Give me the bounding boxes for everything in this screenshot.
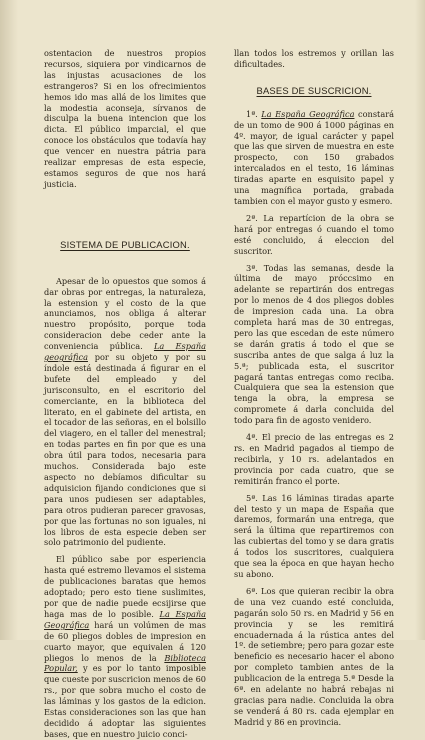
publicacion-paragraph-1 bbox=[44, 276, 206, 549]
series-title-emphasis: Biblioteca Popular, bbox=[44, 652, 206, 674]
text-run: y es por lo tanto imposible que cueste por suscricion menos de 60 rs., por que sobra mucho el costo de las láminas y los gastos de la edicion. Estas consideraciones son las que han decidido á adoptar las siguientes bases, que en nuestro juicio conci- bbox=[44, 663, 206, 739]
right-column bbox=[234, 48, 394, 728]
base-item-5: 5ª. Las 16 láminas tiradas aparte del testo y un mapa de España que daremos, formarán una entrega, que será la última que repartiremos con las cubiertas del tomo y se dara gratis á todos los suscritores, cualquiera que sea la época en que hayan hecho su abono. bbox=[234, 492, 394, 579]
publicacion-paragraph-2 bbox=[44, 554, 206, 739]
text-run: Apesar de lo opuestos que somos á dar obras por entregas, la naturaleza, la estension y el costo de la que anunciamos, nos obliga á alterar nuestro propósito, porque toda consideracion debe ceder ante la conveniencia pública. bbox=[44, 275, 206, 352]
text-run: hará un volúmen de mas de 60 pliegos dobles de impresion en cuarto mayor, que equivalen á 120 pliegos lo menos de la bbox=[44, 619, 206, 663]
text-run: El público sabe por esperiencia hasta qué estremo llevamos el sistema de publicaciones baratas que hemos adoptado; pero esto tiene suslimites, por que de nadie puede ecsijirse que haga mas de lo posible. bbox=[44, 554, 206, 619]
base-item-6: 6ª. Los que quieran recibir la obra de una vez cuando esté concluida, pagarán solo 50 rs. en Madrid y 56 en provincia y se les remitirá encuadernada á la rústica antes del 1º. de setiembre; pero para gozar este beneficio es necesario hacer el abono por completo tambien antes de la publicacion de la entrega 5.ª Desde la 6ª. en adelante no habrá rebajas ni gracias para nadie. Concluida la obra se venderá á 80 rs. cada ejemplar en Madrid y 86 en provincia. bbox=[234, 585, 394, 727]
work-title-emphasis: La España Geográfica bbox=[261, 108, 355, 119]
work-title-emphasis: La España Geográfica bbox=[44, 608, 206, 630]
base-item-1 bbox=[234, 109, 394, 207]
page-edge-shadow bbox=[415, 0, 425, 640]
work-title-emphasis: La España geográfica bbox=[44, 341, 206, 363]
base-item-2: 2ª. La repartícion de la obra se hará por entregas ó cuando el tomo esté concluido, á eleccion del suscritor. bbox=[234, 212, 394, 256]
text-run: por su objeto y por su índole está destinada á figurar en el bufete del empleado y del jurisconsulto, en el escritorio del comerciante, en la biblioteca del literato, en el gabinete del artista, en el tocador de las señoras, en el bolsillo del viagero, en el taller del menestral; en todas partes en fin por que es una obra útil para todos, necesaria para muchos. Considerada bajo este aspecto no debíamos dificultar su adquisicion fijando condiciones que si para unos pudiesen ser adaptables, para otros pudieran parecer gravosas, por que las fortunas no son iguales, ni los libros de esta especie deben ser solo patrimonio del pudiente. bbox=[44, 352, 206, 548]
left-column bbox=[44, 48, 206, 740]
intro-paragraph: ostentacion de nuestros propios recursos, siquiera por vindicarnos de las injustas acusaciones de los estrangeros? Si en los ofrecimientos hemos ido mas allá de los limites que la modestia aconseja, sírvanos de disculpa la buena intencion que los dicta. El público imparcial, el que conoce los obstáculos que todavía hay que vencer en nuestra pátria para realizar empresas de esta especie, estamos seguros de que nos hará justicia. bbox=[44, 48, 206, 189]
base-number: 1ª. bbox=[246, 108, 258, 119]
text-run: constará de un tomo de 900 á 1000 páginas en 4º. mayor, de igual carácter y papel que las que sirven de muestra en este prospecto, con 150 grabados intercalados en el testo, 16 láminas tiradas aparte en esquisito papel y una magnífica portada, grabada tambien con el mayor gusto y esmero. bbox=[234, 108, 395, 206]
base-item-4: 4ª. El precio de las entregas es 2 rs. en Madrid pagados al tiempo de recibirla, y 10 rs. adelantados en provincia por cada cuatro, que se remitirán franco el porte. bbox=[234, 432, 394, 486]
continuation-paragraph: llan todos los estremos y orillan las dificultades. bbox=[234, 48, 394, 69]
page-fold-shadow bbox=[0, 0, 18, 640]
section-heading-suscricion: BASES DE SUSCRICION. bbox=[256, 84, 372, 96]
section-heading-publicacion: SISTEMA DE PUBLICACION. bbox=[60, 238, 190, 250]
base-item-3: 3ª. Todas las semanas, desde la última de mayo próccsimo en adelante se repartirán dos entregas por lo menos de 4 dos pliegos dobles de impresion cada una. La obra completa hará mas de 30 entregas, pero las que escedan de este número se darán gratis á todo el que se suscriba antes de que salga á luz la 5.ª; publicada esta, el suscritor pagará tantas entregas como reciba. Cualquiera que sea la estension que tenga la obra, la empresa se compromete á darla concluida del todo para fin de agosto venidero. bbox=[234, 262, 394, 426]
